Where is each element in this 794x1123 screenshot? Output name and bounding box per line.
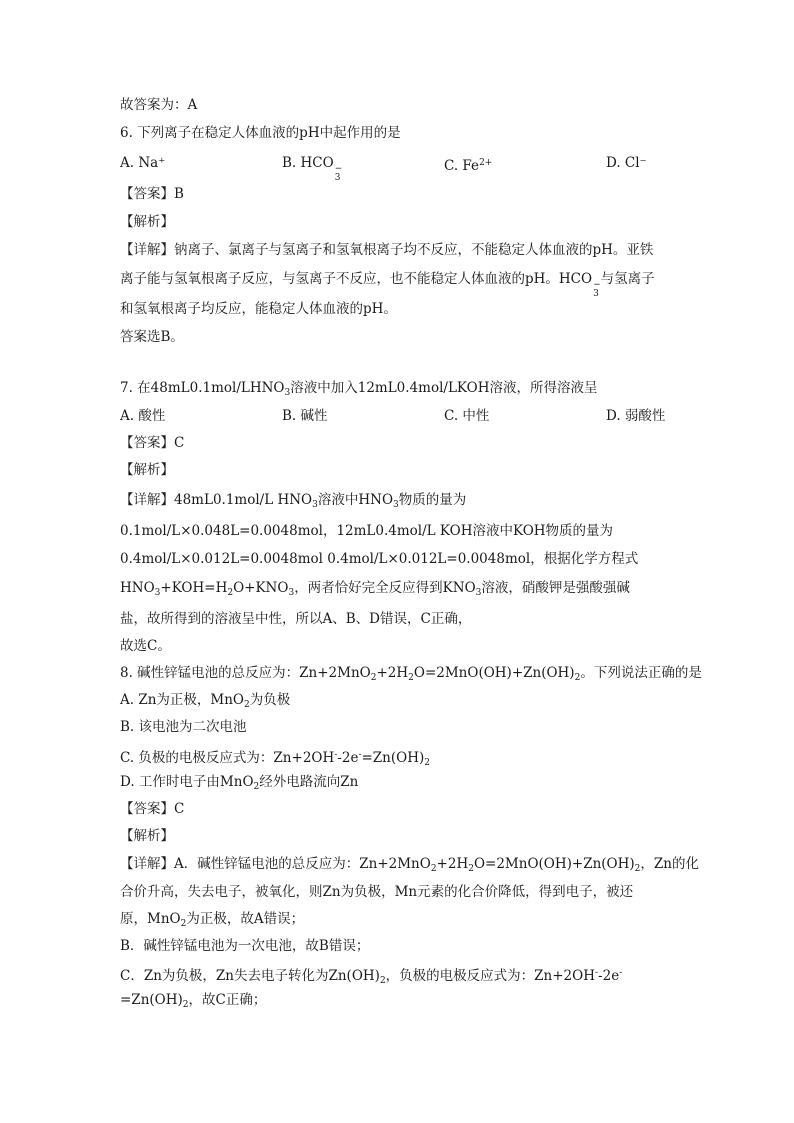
q7-option-a: A. 酸性 [120,408,166,424]
q8-option-c: C. 负极的电极反应式为：$Zn+2OH^--2e^-=Zn(OH)_2$ [120,750,430,768]
previous-answer: 故答案为：A [120,97,198,113]
q6-option-d: D. Cl⁻ [606,155,647,171]
q8-option-b: B. 该电池为二次电池 [120,719,247,735]
q8-detail-line-6: $=Zn(OH)_2$，故C正确； [120,992,267,1010]
q6-detail-line-2: 离子能与氢氧根离子反应，与氢离子不反应，也不能稳定人体血液的pH。HCO − 3 与氢离子 [120,271,655,299]
q7-answer: 【答案】C [120,435,185,451]
q6-stem: 6. 下列离子在稳定人体血液的pH中起作用的是 [120,125,401,141]
q6-option-a: A. Na⁺ [120,155,166,171]
q8-detail-line-3: 原，MnO$_2$为正极，故A错误； [120,911,305,929]
q8-option-d: D. 工作时电子由MnO$_2$经外电路流向Zn [120,774,359,792]
q7-conclusion: 故选C。 [120,638,171,654]
q7-detail-line-2: 0.1mol/L×0.048L=0.0048mol，12mL0.4mol/L KOH溶液中KOH物质的量为 [120,523,614,539]
q8-answer: 【答案】C [120,801,185,817]
q8-analysis-label: 【解析】 [120,828,174,844]
q7-analysis-label: 【解析】 [120,462,174,478]
q7-option-c: C. 中性 [444,408,490,424]
q7-detail-line-1: 【详解】48mL0.1mol/L $HNO_3$溶液中$HNO_3$物质的量为 [120,492,467,510]
q8-detail-line-4: B．碱性锌锰电池为一次电池，故B错误； [120,938,370,954]
q7-detail-line-5: 盐，故所得到的溶液呈中性，所以A、B、D错误，C正确， [120,611,472,627]
q8-detail-line-5: C．Zn为负极，Zn失去电子转化为$Zn(OH)_2$，负极的电极反应式为：Zn+2OH--2e- [120,968,623,986]
q8-detail-line-1: 【详解】A．碱性锌锰电池的总反应为：$Zn+2MnO_2+2H_2O=2MnO(OH)+Zn(OH)_2$，Zn的化 [120,856,699,874]
q6-detail-line-1: 【详解】钠离子、氯离子与氢离子和氢氧根离子均不反应，不能稳定人体血液的pH。亚铁 [120,242,654,258]
q6-answer: 【答案】B [120,186,184,202]
q8-detail-line-2: 合价升高，失去电子，被氧化，则Zn为负极，Mn元素的化合价降低，得到电子，被还 [120,884,634,900]
q7-option-b: B. 碱性 [282,408,328,424]
q6-conclusion: 答案选B。 [120,329,184,345]
q6-option-c: C. $Fe^{2+}$ [444,158,493,174]
q6-option-b: B. HCO − 3 [282,155,343,183]
q7-detail-line-4: $HNO_3+KOH=H_2O+KNO_3$，两者恰好完全反应得到$KNO_3$溶液，硝酸钾是强酸强碱 [120,580,630,598]
q6-analysis-label: 【解析】 [120,214,174,230]
q7-detail-line-3: 0.4mol/L×0.012L=0.0048mol 0.4mol/L×0.012L=0.0048mol，根据化学方程式 [120,551,639,567]
q7-stem: 7. 在$48mL0.1mol/LHNO_3$溶液中加入12mL0.4mol/LKOH溶液，所得溶液呈 [120,380,598,398]
q6-detail-line-3: 和氢氧根离子均反应，能稳定人体血液的pH。 [120,301,397,317]
q7-option-d: D. 弱酸性 [606,408,666,424]
q8-option-a: A. Zn为正极，MnO$_2$为负极 [120,692,291,710]
q8-stem: 8. 碱性锌锰电池的总反应为：$Zn+2MnO_2+2H_2O=2MnO(OH)+Zn(OH)_2$。下列说法正确的是 [120,665,702,683]
